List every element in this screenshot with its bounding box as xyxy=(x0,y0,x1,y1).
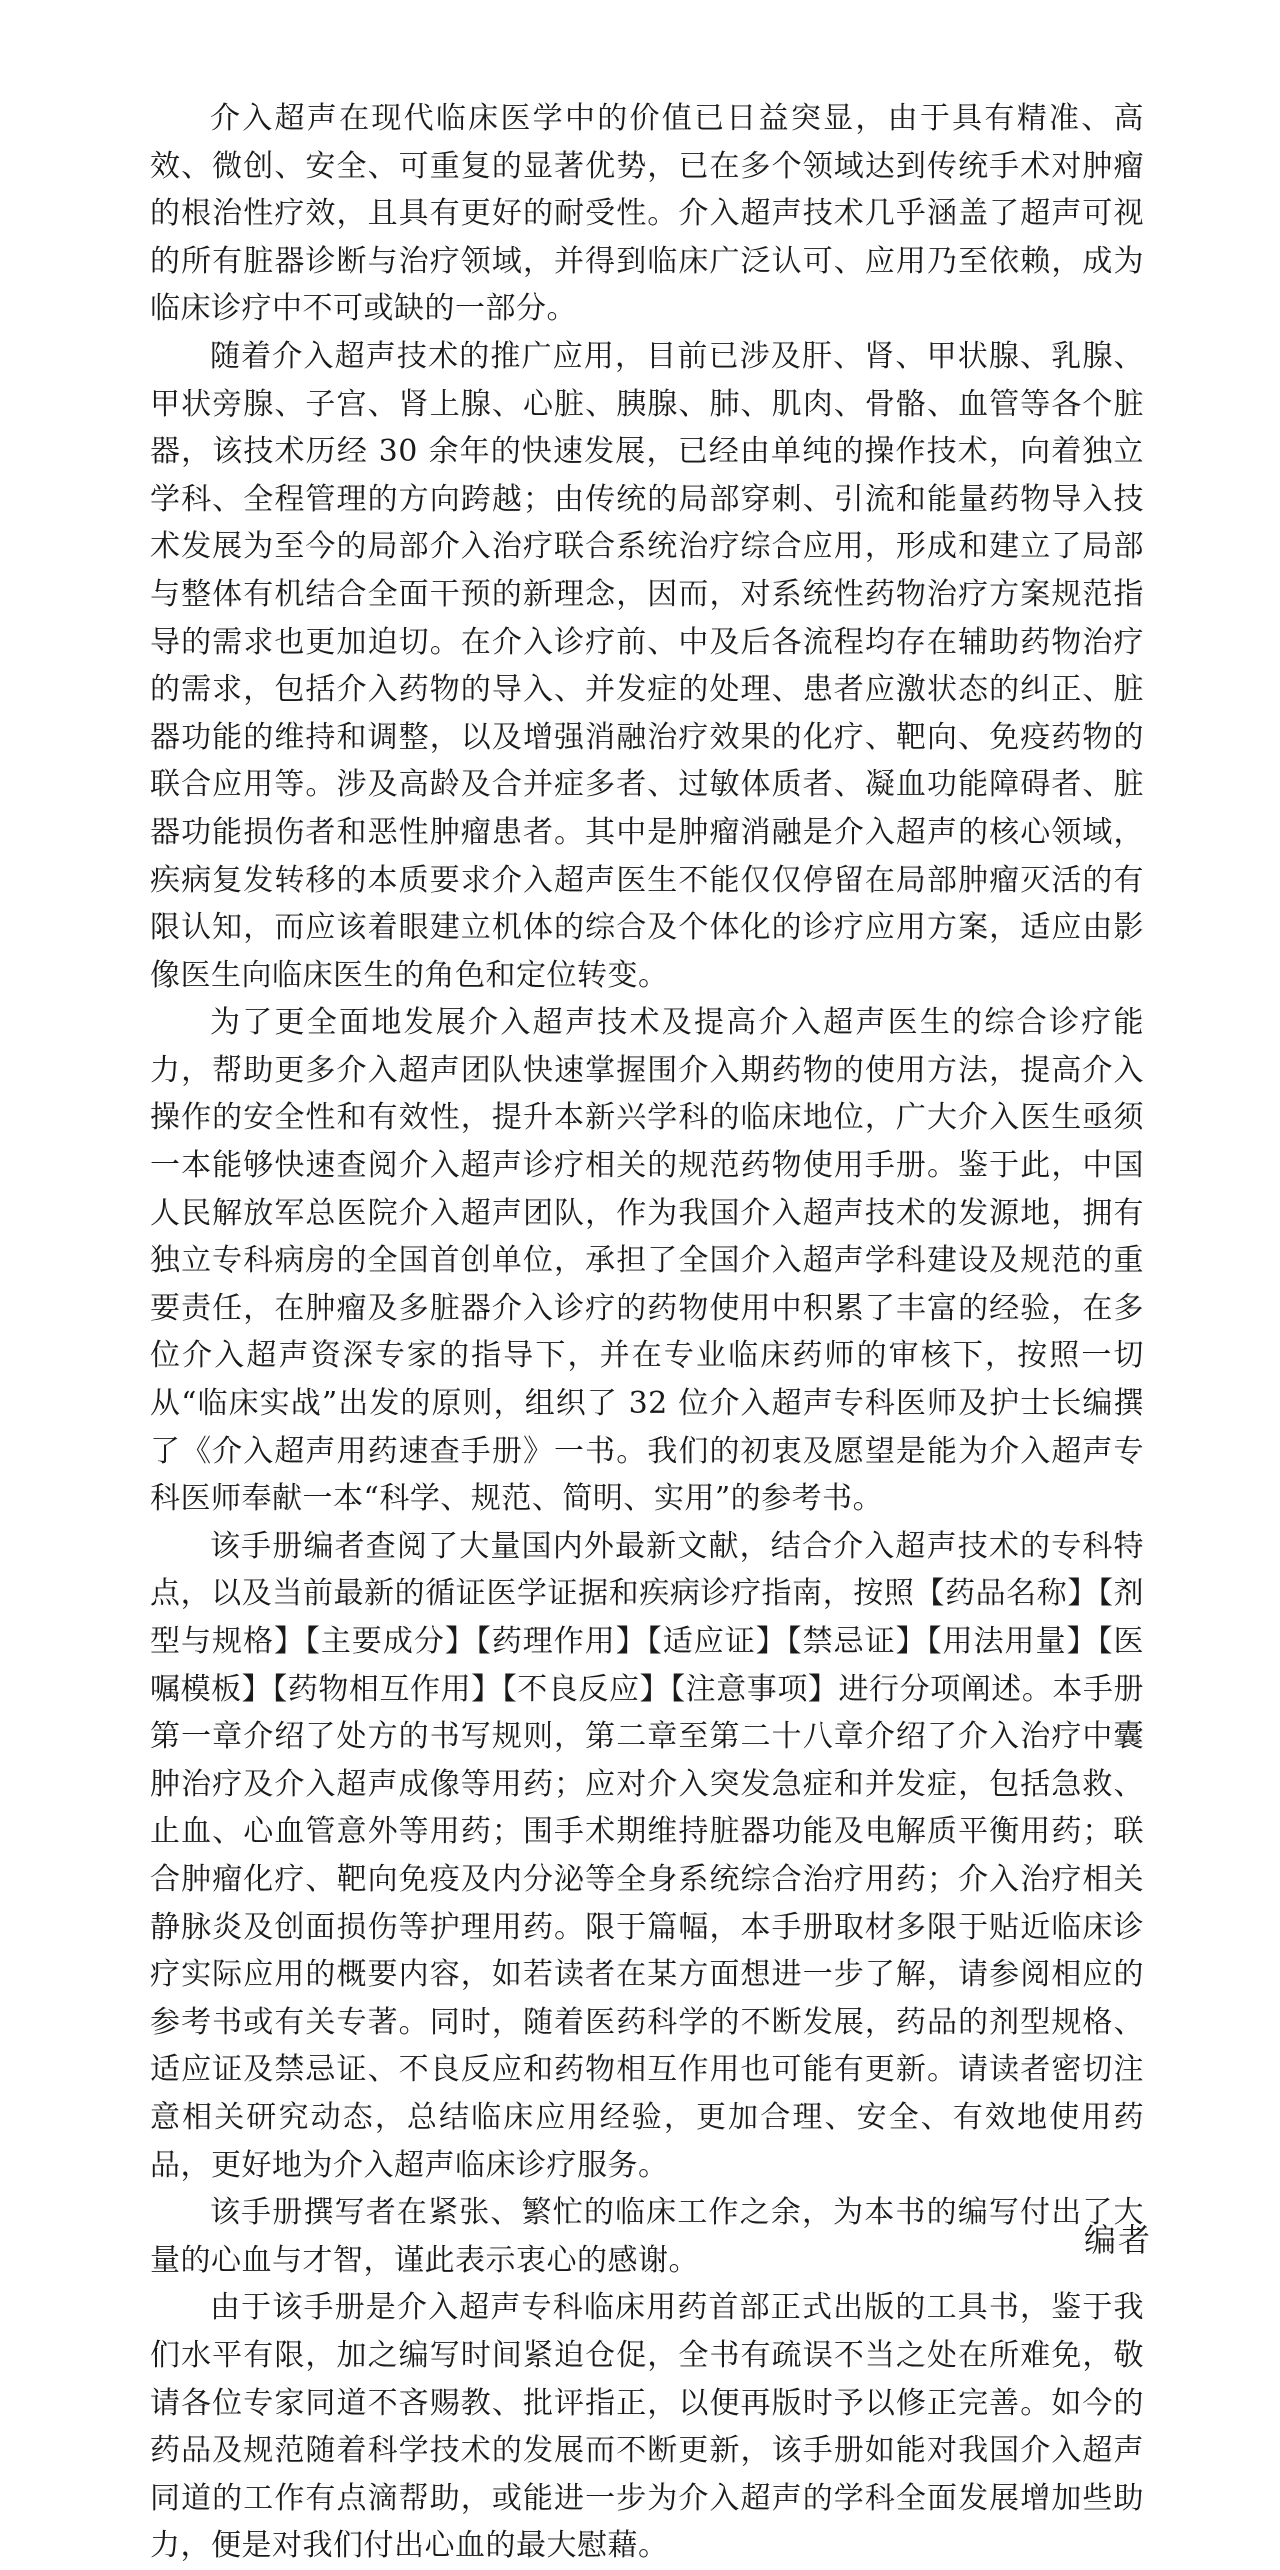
paragraph-purpose-of-handbook: 为了更全面地发展介入超声技术及提高介入超声医生的综合诊疗能力，帮助更多介入超声团队快速掌握围介入期药物的使用方法，提高介入操作的安全性和有效性，提升本新兴学科的临床地位，广大介入医生亟须一本能够快速查阅介入超声诊疗相关的规范药物使用手册。鉴于此，中国人民解放军总医院介入超声团队，作为我国介入超声技术的发源地，拥有独立专科病房的全国首创单位，承担了全国介入超声学科建设及规范的重要责任，在肿瘤及多脏器介入诊疗的药物使用中积累了丰富的经验，在多位介入超声资深专家的指导下，并在专业临床药师的审核下，按照一切从“临床实战”出发的原则，组织了 32 位介入超声专科医师及护士长编撰了《介入超声用药速查手册》一书。我们的初衷及愿望是能为介入超声专科医师奉献一本“科学、规范、简明、实用”的参考书。 xyxy=(150,1005,1144,1517)
paragraph-value-of-interventional-ultrasound: 介入超声在现代临床医学中的价值已日益突显，由于具有精准、高效、微创、安全、可重复的显著优势，已在多个领域达到传统手术对肿瘤的根治性疗效，且具有更好的耐受性。介入超声技术几乎涵盖了超声可视的所有脏器诊断与治疗领域，并得到临床广泛认可、应用乃至依赖，成为临床诊疗中不可或缺的一部分。 xyxy=(150,101,1144,327)
paragraph-development-and-needs: 随着介入超声技术的推广应用，目前已涉及肝、肾、甲状腺、乳腺、甲状旁腺、子宫、肾上腺、心脏、胰腺、肺、肌肉、骨骼、血管等各个脏器，该技术历经 30 余年的快速发展，已经由单纯的操作技术，向着独立学科、全程管理的方向跨越；由传统的局部穿刺、引流和能量药物导入技术发展为至今的局部介入治疗联合系统治疗综合应用，形成和建立了局部与整体有机结合全面干预的新理念，因而，对系统性药物治疗方案规范指导的需求也更加迫切。在介入诊疗前、中及后各流程均存在辅助药物治疗的需求，包括介入药物的导入、并发症的处理、患者应激状态的纠正、脏器功能的维持和调整，以及增强消融治疗效果的化疗、靶向、免疫药物的联合应用等。涉及高龄及合并症多者、过敏体质者、凝血功能障碍者、脏器功能损伤者和恶性肿瘤患者。其中是肿瘤消融是介入超声的核心领域，疾病复发转移的本质要求介入超声医生不能仅仅停留在局部肿瘤灭活的有限认知，而应该着眼建立机体的综合及个体化的诊疗应用方案，适应由影像医生向临床医生的角色和定位转变。 xyxy=(150,338,1144,993)
paragraph-closing-remarks: 由于该手册是介入超声专科临床用药首部正式出版的工具书，鉴于我们水平有限，加之编写时间紧迫仓促，全书有疏误不当之处在所难免，敬请各位专家同道不吝赐教、批评指正，以便再版时予以修正完善。如今的药品及规范随着科学技术的发展而不断更新，该手册如能对我国介入超声同道的工作有点滴帮助，或能进一步为介入超声的学科全面发展增加些助力，便是对我们付出心血的最大慰藉。 xyxy=(150,2290,1144,2564)
preface-body xyxy=(150,95,1144,2570)
paragraph-handbook-structure: 该手册编者查阅了大量国内外最新文献，结合介入超声技术的专科特点，以及当前最新的循证医学证据和疾病诊疗指南，按照【药品名称】【剂型与规格】【主要成分】【药理作用】【适应证】【禁忌证】【用法用量】【医嘱模板】【药物相互作用】【不良反应】【注意事项】进行分项阐述。本手册第一章介绍了处方的书写规则，第二章至第二十八章介绍了介入治疗中囊肿治疗及介入超声成像等用药；应对介入突发急症和并发症，包括急救、止血、心血管意外等用药；围手术期维持脏器功能及电解质平衡用药；联合肿瘤化疗、靶向免疫及内分泌等全身系统综合治疗用药；介入治疗相关静脉炎及创面损伤等护理用药。限于篇幅，本手册取材多限于贴近临床诊疗实际应用的概要内容，如若读者在某方面想进一步了解，请参阅相应的参考书或有关专著。同时，随着医药科学的不断发展，药品的剂型规格、适应证及禁忌证、不良反应和药物相互作用也可能有更新。请读者密切注意相关研究动态，总结临床应用经验，更加合理、安全、有效地使用药品，更好地为介入超声临床诊疗服务。 xyxy=(150,1528,1144,2183)
editor-signature: 编者 xyxy=(1083,2221,1152,2259)
paragraph-acknowledgement: 该手册撰写者在紧张、繁忙的临床工作之余，为本书的编写付出了大量的心血与才智，谨此表示衷心的感谢。 xyxy=(150,2195,1144,2278)
